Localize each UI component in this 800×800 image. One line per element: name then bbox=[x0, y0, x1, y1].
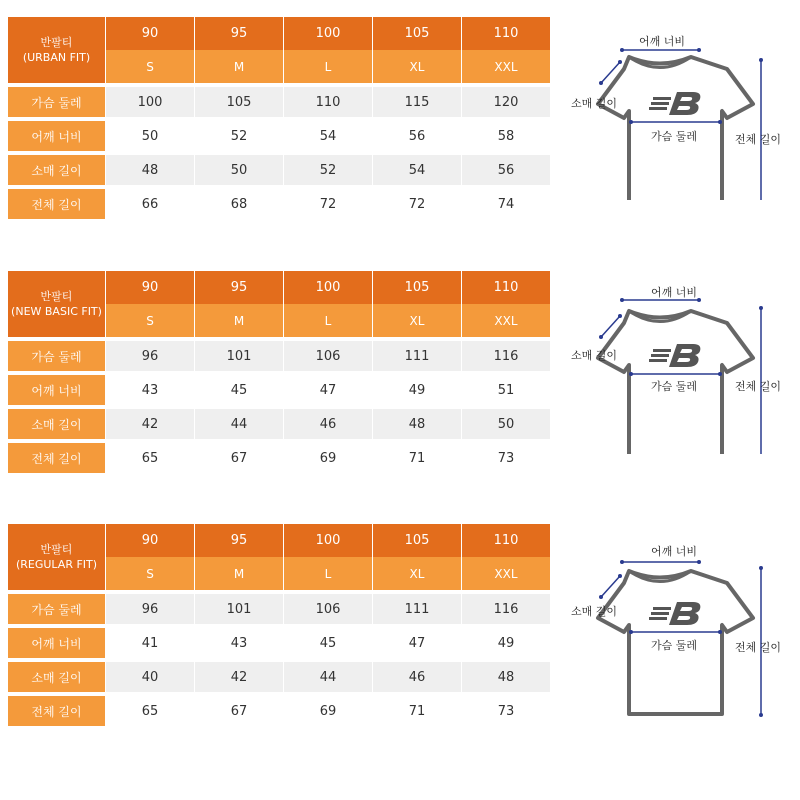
table-cell: 58 bbox=[462, 121, 551, 151]
size-letter: S bbox=[106, 557, 195, 590]
sleeve-length-label: 소매 길이 bbox=[571, 97, 618, 110]
table-cell: 116 bbox=[462, 594, 551, 624]
table-row bbox=[8, 409, 550, 439]
row-label: 전체 길이 bbox=[8, 189, 106, 219]
total-length-label: 전체 길이 bbox=[735, 641, 782, 654]
row-label: 전체 길이 bbox=[8, 696, 106, 726]
row-label: 전체 길이 bbox=[8, 443, 106, 473]
table-cell: 52 bbox=[195, 121, 284, 151]
fit-type: (URBAN FIT) bbox=[22, 51, 91, 64]
size-number: 95 bbox=[195, 524, 284, 557]
size-table bbox=[8, 524, 550, 726]
size-number: 110 bbox=[462, 271, 551, 304]
table-cell: 96 bbox=[106, 594, 195, 624]
table-cell: 106 bbox=[284, 594, 373, 624]
table-cell: 54 bbox=[284, 121, 373, 151]
fit-name: 반팔티 bbox=[40, 543, 73, 556]
size-number: 110 bbox=[462, 17, 551, 50]
table-cell: 65 bbox=[106, 443, 195, 473]
size-number: 105 bbox=[373, 524, 462, 557]
size-letter: L bbox=[284, 50, 373, 83]
table-cell: 101 bbox=[195, 341, 284, 371]
table-row bbox=[8, 375, 550, 405]
chest-label: 가슴 둘레 bbox=[651, 380, 698, 393]
table-cell: 52 bbox=[284, 155, 373, 185]
sleeve-length-label: 소매 길이 bbox=[571, 349, 618, 362]
table-cell: 96 bbox=[106, 341, 195, 371]
row-label: 가슴 둘레 bbox=[8, 341, 106, 371]
size-number: 100 bbox=[284, 17, 373, 50]
table-row bbox=[8, 341, 550, 371]
table-row bbox=[8, 87, 550, 117]
size-number: 105 bbox=[373, 17, 462, 50]
table-cell: 116 bbox=[462, 341, 551, 371]
table-cell: 46 bbox=[284, 409, 373, 439]
table-cell: 120 bbox=[462, 87, 551, 117]
table-cell: 65 bbox=[106, 696, 195, 726]
size-number: 90 bbox=[106, 17, 195, 50]
table-cell: 105 bbox=[195, 87, 284, 117]
table-cell: 48 bbox=[373, 409, 462, 439]
table-cell: 49 bbox=[462, 628, 551, 658]
table-cell: 42 bbox=[106, 409, 195, 439]
size-number: 110 bbox=[462, 524, 551, 557]
table-cell: 42 bbox=[195, 662, 284, 692]
table-cell: 73 bbox=[462, 443, 551, 473]
size-letter: L bbox=[284, 304, 373, 337]
table-cell: 71 bbox=[373, 443, 462, 473]
size-letter: S bbox=[106, 304, 195, 337]
table-cell: 69 bbox=[284, 696, 373, 726]
table-cell: 48 bbox=[462, 662, 551, 692]
table-cell: 72 bbox=[284, 189, 373, 219]
table-row bbox=[8, 155, 550, 185]
size-letter: XL bbox=[373, 557, 462, 590]
size-letter: XXL bbox=[462, 557, 551, 590]
row-label: 어깨 너비 bbox=[8, 628, 106, 658]
table-cell: 54 bbox=[373, 155, 462, 185]
table-cell: 48 bbox=[106, 155, 195, 185]
row-label: 가슴 둘레 bbox=[8, 87, 106, 117]
size-chart-section-urban bbox=[0, 0, 800, 212]
size-number: 100 bbox=[284, 271, 373, 304]
table-cell: 106 bbox=[284, 341, 373, 371]
row-label: 어깨 너비 bbox=[8, 121, 106, 151]
tshirt-measurement-diagram bbox=[565, 254, 800, 454]
size-letter: M bbox=[195, 50, 284, 83]
shoulder-width-label: 어깨 너비 bbox=[651, 545, 698, 558]
table-cell: 47 bbox=[284, 375, 373, 405]
total-length-label: 전체 길이 bbox=[735, 380, 782, 393]
size-number: 90 bbox=[106, 524, 195, 557]
table-cell: 67 bbox=[195, 696, 284, 726]
size-letter: XL bbox=[373, 304, 462, 337]
table-row bbox=[8, 189, 550, 219]
table-row bbox=[8, 443, 550, 473]
table-cell: 50 bbox=[462, 409, 551, 439]
row-label: 소매 길이 bbox=[8, 662, 106, 692]
table-cell: 47 bbox=[373, 628, 462, 658]
size-letter: M bbox=[195, 304, 284, 337]
table-cell: 43 bbox=[195, 628, 284, 658]
row-label: 소매 길이 bbox=[8, 409, 106, 439]
table-cell: 66 bbox=[106, 189, 195, 219]
table-cell: 72 bbox=[373, 189, 462, 219]
table-cell: 56 bbox=[462, 155, 551, 185]
sleeve-length-label: 소매 길이 bbox=[571, 605, 618, 618]
size-letter: S bbox=[106, 50, 195, 83]
table-cell: 49 bbox=[373, 375, 462, 405]
table-cell: 111 bbox=[373, 594, 462, 624]
table-row bbox=[8, 662, 550, 692]
table-cell: 40 bbox=[106, 662, 195, 692]
size-number: 95 bbox=[195, 271, 284, 304]
size-table bbox=[8, 271, 550, 473]
fit-name: 반팔티 bbox=[40, 36, 73, 49]
tshirt-measurement-diagram bbox=[565, 0, 800, 200]
table-cell: 67 bbox=[195, 443, 284, 473]
table-cell: 110 bbox=[284, 87, 373, 117]
table-cell: 71 bbox=[373, 696, 462, 726]
table-cell: 68 bbox=[195, 189, 284, 219]
size-letter: XXL bbox=[462, 304, 551, 337]
table-cell: 74 bbox=[462, 189, 551, 219]
table-cell: 56 bbox=[373, 121, 462, 151]
table-row bbox=[8, 696, 550, 726]
size-number: 105 bbox=[373, 271, 462, 304]
table-cell: 46 bbox=[373, 662, 462, 692]
row-label: 소매 길이 bbox=[8, 155, 106, 185]
row-label: 어깨 너비 bbox=[8, 375, 106, 405]
table-cell: 115 bbox=[373, 87, 462, 117]
size-number: 95 bbox=[195, 17, 284, 50]
size-letter: L bbox=[284, 557, 373, 590]
shoulder-width-label: 어깨 너비 bbox=[639, 35, 686, 48]
fit-header bbox=[8, 524, 106, 590]
size-letter: M bbox=[195, 557, 284, 590]
chest-label: 가슴 둘레 bbox=[651, 639, 698, 652]
size-number: 100 bbox=[284, 524, 373, 557]
table-cell: 45 bbox=[195, 375, 284, 405]
fit-type: (NEW BASIC FIT) bbox=[11, 305, 102, 318]
chest-label: 가슴 둘레 bbox=[651, 130, 698, 143]
tshirt-measurement-diagram bbox=[565, 507, 800, 707]
fit-header bbox=[8, 17, 106, 83]
shoulder-width-label: 어깨 너비 bbox=[651, 286, 698, 299]
size-letter: XXL bbox=[462, 50, 551, 83]
size-chart-section-new-basic bbox=[0, 254, 800, 466]
table-cell: 73 bbox=[462, 696, 551, 726]
table-cell: 41 bbox=[106, 628, 195, 658]
row-label: 가슴 둘레 bbox=[8, 594, 106, 624]
table-cell: 69 bbox=[284, 443, 373, 473]
table-row bbox=[8, 628, 550, 658]
size-letter: XL bbox=[373, 50, 462, 83]
table-cell: 45 bbox=[284, 628, 373, 658]
size-number: 90 bbox=[106, 271, 195, 304]
fit-header bbox=[8, 271, 106, 337]
table-cell: 101 bbox=[195, 594, 284, 624]
fit-type: (REGULAR FIT) bbox=[15, 558, 98, 571]
table-cell: 100 bbox=[106, 87, 195, 117]
table-cell: 44 bbox=[284, 662, 373, 692]
table-cell: 51 bbox=[462, 375, 551, 405]
total-length-label: 전체 길이 bbox=[735, 133, 782, 146]
table-row bbox=[8, 121, 550, 151]
fit-name: 반팔티 bbox=[40, 290, 73, 303]
table-cell: 111 bbox=[373, 341, 462, 371]
table-cell: 44 bbox=[195, 409, 284, 439]
table-cell: 50 bbox=[195, 155, 284, 185]
table-cell: 43 bbox=[106, 375, 195, 405]
table-row bbox=[8, 594, 550, 624]
table-cell: 50 bbox=[106, 121, 195, 151]
size-chart-section-regular bbox=[0, 507, 800, 719]
size-table bbox=[8, 17, 550, 219]
